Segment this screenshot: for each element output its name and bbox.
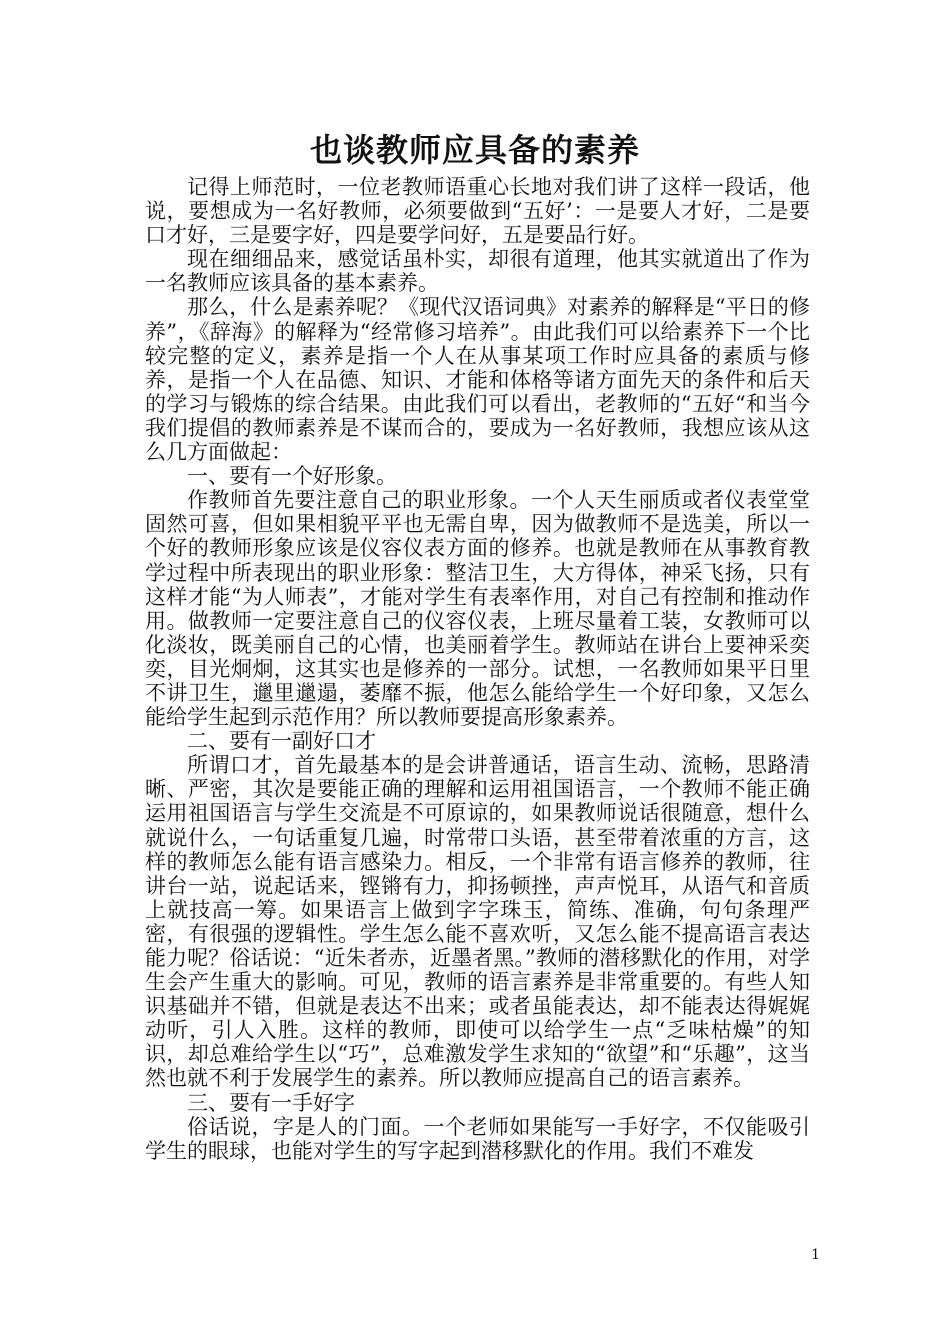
paragraph: 俗话说，字是人的门面。一个老师如果能写一手好字，不仅能吸引学生的眼球，也能对学生的写字起到潜移默化的作用。我们不难发 xyxy=(145,1114,810,1163)
document-body xyxy=(145,175,810,1163)
section-heading: 一、要有一个好形象。 xyxy=(187,464,397,489)
paragraph: 那么，什么是素养呢？《现代汉语词典》对素养的解释是“平日的修养”，《辞海》的解释为“经常修习培养”。由此我们可以给素养下一个比较完整的定义，素养是指一个人在从事某项工作时应具备的素质与修养，是指一个人在品德、知识、才能和体格等诸方面先天的条件和后天的学习与锻炼的综合结果。由此我们可以看出，老教师的“五好“和当今我们提倡的教师素养是不谋而合的，要成为一名好教师，我想应该从这么几方面做起： xyxy=(145,295,810,465)
paragraph: 作教师首先要注意自己的职业形象。一个人天生丽质或者仪表堂堂固然可喜，但如果相貌平平也无需自卑，因为做教师不是选美，所以一个好的教师形象应该是仪容仪表方面的修养。也就是教师在从事教育教学过程中所表现出的职业形象：整洁卫生，大方得体，神采飞扬，只有这样才能“为人师表”，才能对学生有表率作用，对自己有控制和推动作用。做教师一定要注意自己的仪容仪表，上班尽量着工装，女教师可以化淡妆，既美丽自己的心情，也美丽着学生。教师站在讲台上要神采奕奕，目光炯炯，这其实也是修养的一部分。试想，一名教师如果平日里不讲卫生，邋里邋遢，萎靡不振，他怎么能给学生一个好印象，又怎么能给学生起到示范作用？所以教师要提高形象素养。 xyxy=(145,488,810,730)
page-number: 1 xyxy=(811,1247,820,1263)
paragraph: 记得上师范时，一位老教师语重心长地对我们讲了这样一段话，他说，要想成为一名好教师，必须要做到“五好’：一是要人才好，二是要口才好，三是要字好，四是要学问好，五是要品行好。 xyxy=(145,175,810,248)
document-title: 也谈教师应具备的素养 xyxy=(309,131,640,169)
section-heading: 二、要有一副好口才 xyxy=(187,729,376,754)
section-heading: 三、要有一手好字 xyxy=(187,1090,355,1115)
paragraph: 所谓口才，首先最基本的是会讲普通话，语言生动、流畅，思路清晰、严密，其次是要能正确的理解和运用祖国语言，一个教师不能正确运用祖国语言与学生交流是不可原谅的，如果教师说话很随意，想什么就说什么，一句话重复几遍，时常带口头语，甚至带着浓重的方言，这样的教师怎么能有语言感染力。相反，一个非常有语言修养的教师，往讲台一站，说起话来，铿锵有力，抑扬顿挫，声声悦耳，从语气和音质上就技高一筹。如果语言上做到字字珠玉，简练、准确，句句条理严密，有很强的逻辑性。学生怎么能不喜欢听，又怎么能不提高语言表达能力呢？俗话说：“近朱者赤，近墨者黑。”教师的潜移默化的作用，对学生会产生重大的影响。可见，教师的语言素养是非常重要的。有些人知识基础并不错，但就是表达不出来；或者虽能表达，却不能表达得娓娓动听，引人入胜。这样的教师，即使可以给学生一点“乏味枯燥”的知识，却总难给学生以“巧”，总难激发学生求知的“欲望”和“乐趣”，这当然也就不利于发展学生的素养。所以教师应提高自己的语言素养。 xyxy=(145,753,810,1091)
paragraph: 现在细细品来，感觉话虽朴实，却很有道理，他其实就道出了作为一名教师应该具备的基本素养。 xyxy=(145,247,810,296)
